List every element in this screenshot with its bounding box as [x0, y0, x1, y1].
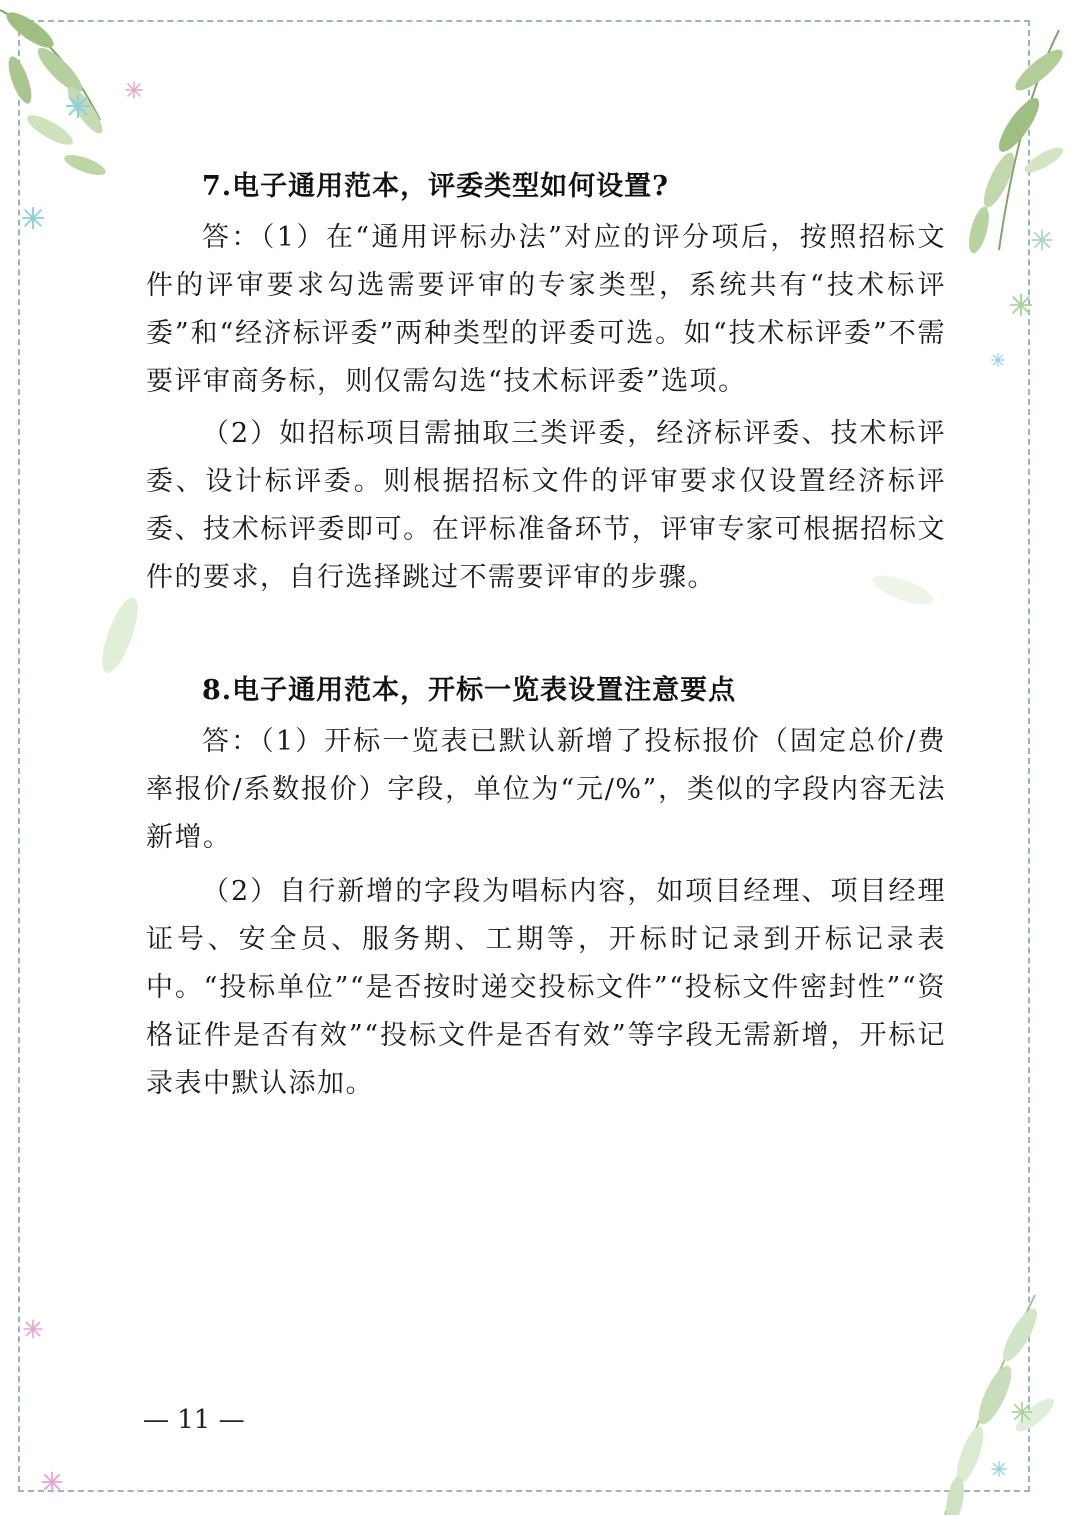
section-7-paragraph-1: 答：（1）在“通用评标办法”对应的评分项后，按照招标文件的评审要求勾选需要评审的专家类型，系统共有“技术标评委”和“经济标评委”两种类型的评委可选。如“技术标评委”不需要评审商务标，则仅需勾选“技术标评委”选项。 [146, 222, 946, 397]
page-number: — 11 — [143, 1405, 245, 1435]
section-7-heading: 7.电子通用范本，评委类型如何设置? [202, 171, 670, 202]
section-8-paragraph-1: 答：（1）开标一览表已默认新增了投标报价（固定总价/费率报价/系数报价）字段，单位为“元/%”，类似的字段内容无法新增。 [146, 726, 946, 853]
section-8-heading: 8.电子通用范本，开标一览表设置注意要点 [202, 675, 737, 706]
section-8-paragraph-2: （2）自行新增的字段为唱标内容，如项目经理、项目经理证号、安全员、服务期、工期等，开标时记录到开标记录表中。“投标单位”“是否按时递交投标文件”“投标文件密封性”“资格证件是否有效”“投标文件是否有效”等字段无需新增，开标记录表中默认添加。 [146, 876, 946, 1099]
section-7-paragraph-2: （2）如招标项目需抽取三类评委，经济标评委、技术标评委、设计标评委。则根据招标文件的评审要求仅设置经济标评委、技术标评委即可。在评标准备环节，评审专家可根据招标文件的要求，自行选择跳过不需要评审的步骤。 [146, 418, 946, 593]
